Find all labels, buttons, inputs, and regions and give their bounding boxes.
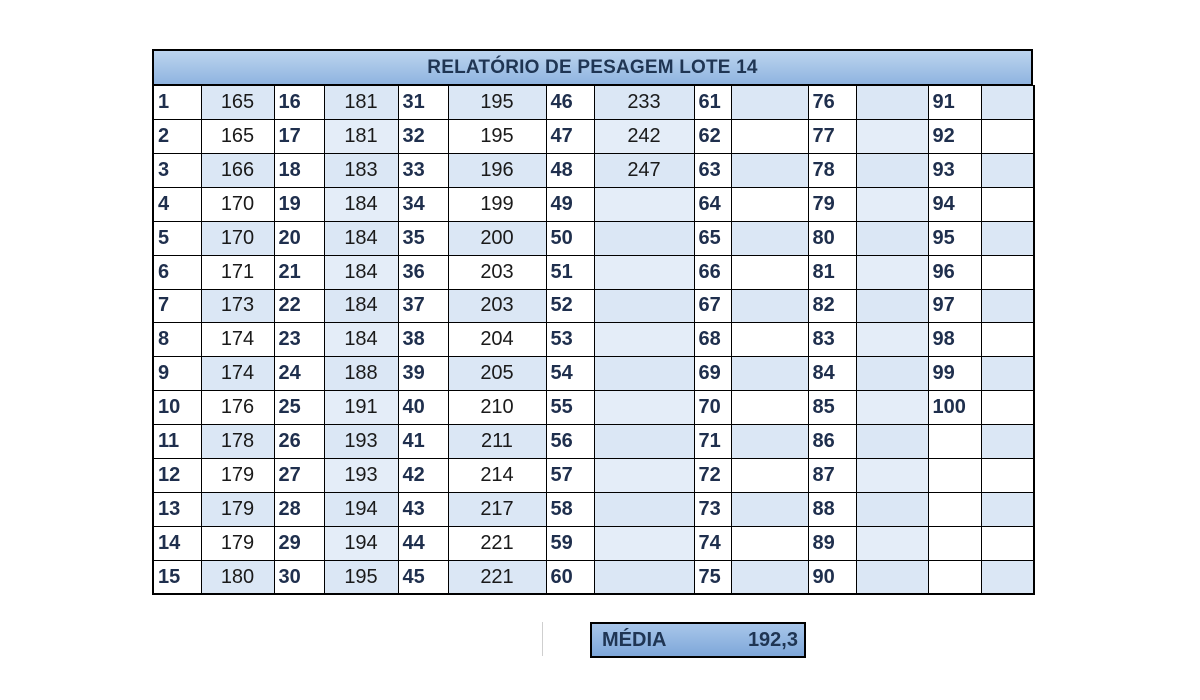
weight-value [594, 357, 694, 391]
weight-value [856, 187, 928, 221]
animal-number [928, 425, 981, 459]
weight-value: 214 [448, 459, 546, 493]
animal-number: 76 [808, 86, 856, 120]
weight-value [594, 459, 694, 493]
weight-value [731, 391, 808, 425]
table-row [153, 391, 1034, 425]
weight-value: 217 [448, 493, 546, 527]
report-title: RELATÓRIO DE PESAGEM LOTE 14 [152, 49, 1033, 85]
animal-number [928, 493, 981, 527]
weight-value: 179 [201, 526, 274, 560]
animal-number: 21 [274, 255, 324, 289]
animal-number: 25 [274, 391, 324, 425]
animal-number: 18 [274, 153, 324, 187]
weight-value [594, 255, 694, 289]
animal-number: 52 [546, 289, 594, 323]
weight-value: 188 [324, 357, 398, 391]
animal-number: 9 [153, 357, 201, 391]
weight-value [594, 187, 694, 221]
animal-number: 68 [694, 323, 731, 357]
animal-number: 100 [928, 391, 981, 425]
weight-value [981, 153, 1034, 187]
weight-value [731, 323, 808, 357]
weight-value [731, 119, 808, 153]
animal-number [928, 526, 981, 560]
animal-number: 67 [694, 289, 731, 323]
table-row [153, 255, 1034, 289]
animal-number: 45 [398, 560, 448, 594]
animal-number: 91 [928, 86, 981, 120]
weight-value: 200 [448, 221, 546, 255]
animal-number: 66 [694, 255, 731, 289]
animal-number: 8 [153, 323, 201, 357]
animal-number: 28 [274, 493, 324, 527]
animal-number: 94 [928, 187, 981, 221]
animal-number: 70 [694, 391, 731, 425]
animal-number: 80 [808, 221, 856, 255]
weight-value [981, 289, 1034, 323]
weight-value: 184 [324, 187, 398, 221]
animal-number: 16 [274, 86, 324, 120]
weight-value: 170 [201, 187, 274, 221]
weight-value [856, 493, 928, 527]
weight-value [731, 86, 808, 120]
weight-value [856, 86, 928, 120]
weight-value [594, 323, 694, 357]
weight-value [981, 391, 1034, 425]
weight-value: 203 [448, 289, 546, 323]
animal-number: 85 [808, 391, 856, 425]
weight-value: 196 [448, 153, 546, 187]
animal-number: 53 [546, 323, 594, 357]
animal-number: 83 [808, 323, 856, 357]
table-row [153, 187, 1034, 221]
animal-number: 50 [546, 221, 594, 255]
weight-value: 247 [594, 153, 694, 187]
weight-value: 194 [324, 493, 398, 527]
weight-value [731, 425, 808, 459]
animal-number: 5 [153, 221, 201, 255]
weight-value [856, 255, 928, 289]
weight-value: 184 [324, 255, 398, 289]
weight-value [981, 526, 1034, 560]
weight-value [856, 153, 928, 187]
animal-number: 49 [546, 187, 594, 221]
animal-number: 59 [546, 526, 594, 560]
animal-number: 15 [153, 560, 201, 594]
animal-number [928, 560, 981, 594]
animal-number: 37 [398, 289, 448, 323]
animal-number: 81 [808, 255, 856, 289]
animal-number: 98 [928, 323, 981, 357]
average-label: MÉDIA [602, 628, 667, 651]
animal-number: 23 [274, 323, 324, 357]
table-row [153, 526, 1034, 560]
table-row [153, 86, 1034, 120]
animal-number: 54 [546, 357, 594, 391]
weight-value: 221 [448, 526, 546, 560]
weight-value: 174 [201, 323, 274, 357]
animal-number: 2 [153, 119, 201, 153]
animal-number: 48 [546, 153, 594, 187]
weight-value: 204 [448, 323, 546, 357]
table-row [153, 153, 1034, 187]
weight-value [594, 493, 694, 527]
weight-value: 195 [324, 560, 398, 594]
divider-line [542, 622, 543, 656]
weight-value [856, 425, 928, 459]
weight-value: 178 [201, 425, 274, 459]
weight-value [981, 221, 1034, 255]
animal-number: 7 [153, 289, 201, 323]
animal-number: 31 [398, 86, 448, 120]
weight-value [594, 289, 694, 323]
weight-value: 233 [594, 86, 694, 120]
weight-value: 211 [448, 425, 546, 459]
weight-value: 174 [201, 357, 274, 391]
animal-number: 44 [398, 526, 448, 560]
animal-number: 60 [546, 560, 594, 594]
animal-number: 19 [274, 187, 324, 221]
weighing-report [152, 49, 1033, 595]
animal-number: 90 [808, 560, 856, 594]
weight-value: 221 [448, 560, 546, 594]
weight-value [731, 289, 808, 323]
weight-value: 194 [324, 526, 398, 560]
animal-number: 65 [694, 221, 731, 255]
weight-value: 181 [324, 119, 398, 153]
animal-number: 51 [546, 255, 594, 289]
average-box [590, 622, 806, 658]
weight-value [856, 459, 928, 493]
animal-number: 33 [398, 153, 448, 187]
weight-value [981, 560, 1034, 594]
table-row [153, 357, 1034, 391]
animal-number: 39 [398, 357, 448, 391]
weight-value: 184 [324, 289, 398, 323]
animal-number: 73 [694, 493, 731, 527]
animal-number: 57 [546, 459, 594, 493]
weight-value [856, 323, 928, 357]
animal-number: 4 [153, 187, 201, 221]
table-row [153, 119, 1034, 153]
animal-number: 55 [546, 391, 594, 425]
weight-value: 242 [594, 119, 694, 153]
animal-number: 13 [153, 493, 201, 527]
animal-number: 14 [153, 526, 201, 560]
weights-table [152, 85, 1035, 595]
table-row [153, 493, 1034, 527]
animal-number: 41 [398, 425, 448, 459]
weight-value [981, 86, 1034, 120]
weight-value: 191 [324, 391, 398, 425]
weight-value: 193 [324, 425, 398, 459]
animal-number: 34 [398, 187, 448, 221]
animal-number: 42 [398, 459, 448, 493]
weight-value [731, 526, 808, 560]
animal-number: 27 [274, 459, 324, 493]
weight-value [731, 221, 808, 255]
animal-number: 88 [808, 493, 856, 527]
weight-value [594, 221, 694, 255]
weight-value [731, 187, 808, 221]
weight-value [981, 459, 1034, 493]
weight-value [856, 289, 928, 323]
weight-value [594, 560, 694, 594]
weight-value: 184 [324, 221, 398, 255]
weight-value: 173 [201, 289, 274, 323]
weight-value [731, 153, 808, 187]
weight-value: 180 [201, 560, 274, 594]
animal-number: 63 [694, 153, 731, 187]
animal-number: 6 [153, 255, 201, 289]
animal-number: 84 [808, 357, 856, 391]
animal-number: 62 [694, 119, 731, 153]
weight-value: 179 [201, 493, 274, 527]
animal-number: 72 [694, 459, 731, 493]
animal-number: 17 [274, 119, 324, 153]
animal-number: 95 [928, 221, 981, 255]
animal-number: 64 [694, 187, 731, 221]
animal-number: 96 [928, 255, 981, 289]
animal-number: 47 [546, 119, 594, 153]
weight-value: 195 [448, 86, 546, 120]
weight-value [731, 357, 808, 391]
weight-value [856, 526, 928, 560]
weight-value [981, 357, 1034, 391]
animal-number: 20 [274, 221, 324, 255]
weight-value: 195 [448, 119, 546, 153]
animal-number: 22 [274, 289, 324, 323]
animal-number: 43 [398, 493, 448, 527]
animal-number: 32 [398, 119, 448, 153]
weight-value [981, 425, 1034, 459]
animal-number: 12 [153, 459, 201, 493]
animal-number: 11 [153, 425, 201, 459]
weight-value [731, 459, 808, 493]
weight-value [981, 493, 1034, 527]
animal-number: 35 [398, 221, 448, 255]
weight-value [594, 425, 694, 459]
animal-number: 92 [928, 119, 981, 153]
weight-value [856, 357, 928, 391]
animal-number: 1 [153, 86, 201, 120]
animal-number: 56 [546, 425, 594, 459]
animal-number: 89 [808, 526, 856, 560]
weight-value: 165 [201, 86, 274, 120]
animal-number: 58 [546, 493, 594, 527]
animal-number: 61 [694, 86, 731, 120]
animal-number: 10 [153, 391, 201, 425]
weight-value [856, 119, 928, 153]
table-row [153, 323, 1034, 357]
weight-value [981, 119, 1034, 153]
animal-number: 78 [808, 153, 856, 187]
animal-number: 69 [694, 357, 731, 391]
animal-number [928, 459, 981, 493]
weight-value: 179 [201, 459, 274, 493]
weight-value: 181 [324, 86, 398, 120]
weight-value: 171 [201, 255, 274, 289]
animal-number: 26 [274, 425, 324, 459]
table-row [153, 425, 1034, 459]
weight-value: 166 [201, 153, 274, 187]
animal-number: 74 [694, 526, 731, 560]
animal-number: 24 [274, 357, 324, 391]
weight-value: 193 [324, 459, 398, 493]
weight-value: 203 [448, 255, 546, 289]
table-row [153, 221, 1034, 255]
table-row [153, 459, 1034, 493]
average-value: 192,3 [747, 628, 798, 651]
weight-value: 199 [448, 187, 546, 221]
animal-number: 71 [694, 425, 731, 459]
animal-number: 79 [808, 187, 856, 221]
table-row [153, 289, 1034, 323]
weight-value: 205 [448, 357, 546, 391]
weight-value [981, 187, 1034, 221]
table-row [153, 560, 1034, 594]
animal-number: 87 [808, 459, 856, 493]
animal-number: 77 [808, 119, 856, 153]
weight-value [731, 560, 808, 594]
weight-value: 183 [324, 153, 398, 187]
weight-value: 210 [448, 391, 546, 425]
animal-number: 30 [274, 560, 324, 594]
animal-number: 38 [398, 323, 448, 357]
weight-value: 165 [201, 119, 274, 153]
weight-value [856, 391, 928, 425]
animal-number: 93 [928, 153, 981, 187]
weight-value: 184 [324, 323, 398, 357]
weight-value [856, 221, 928, 255]
weight-value [856, 560, 928, 594]
animal-number: 46 [546, 86, 594, 120]
weight-value [731, 493, 808, 527]
animal-number: 97 [928, 289, 981, 323]
weight-value [981, 255, 1034, 289]
animal-number: 29 [274, 526, 324, 560]
animal-number: 99 [928, 357, 981, 391]
animal-number: 75 [694, 560, 731, 594]
animal-number: 36 [398, 255, 448, 289]
weight-value: 176 [201, 391, 274, 425]
weight-value [594, 391, 694, 425]
weight-value: 170 [201, 221, 274, 255]
weight-value [731, 255, 808, 289]
weight-value [594, 526, 694, 560]
weight-value [981, 323, 1034, 357]
animal-number: 40 [398, 391, 448, 425]
animal-number: 3 [153, 153, 201, 187]
animal-number: 86 [808, 425, 856, 459]
animal-number: 82 [808, 289, 856, 323]
